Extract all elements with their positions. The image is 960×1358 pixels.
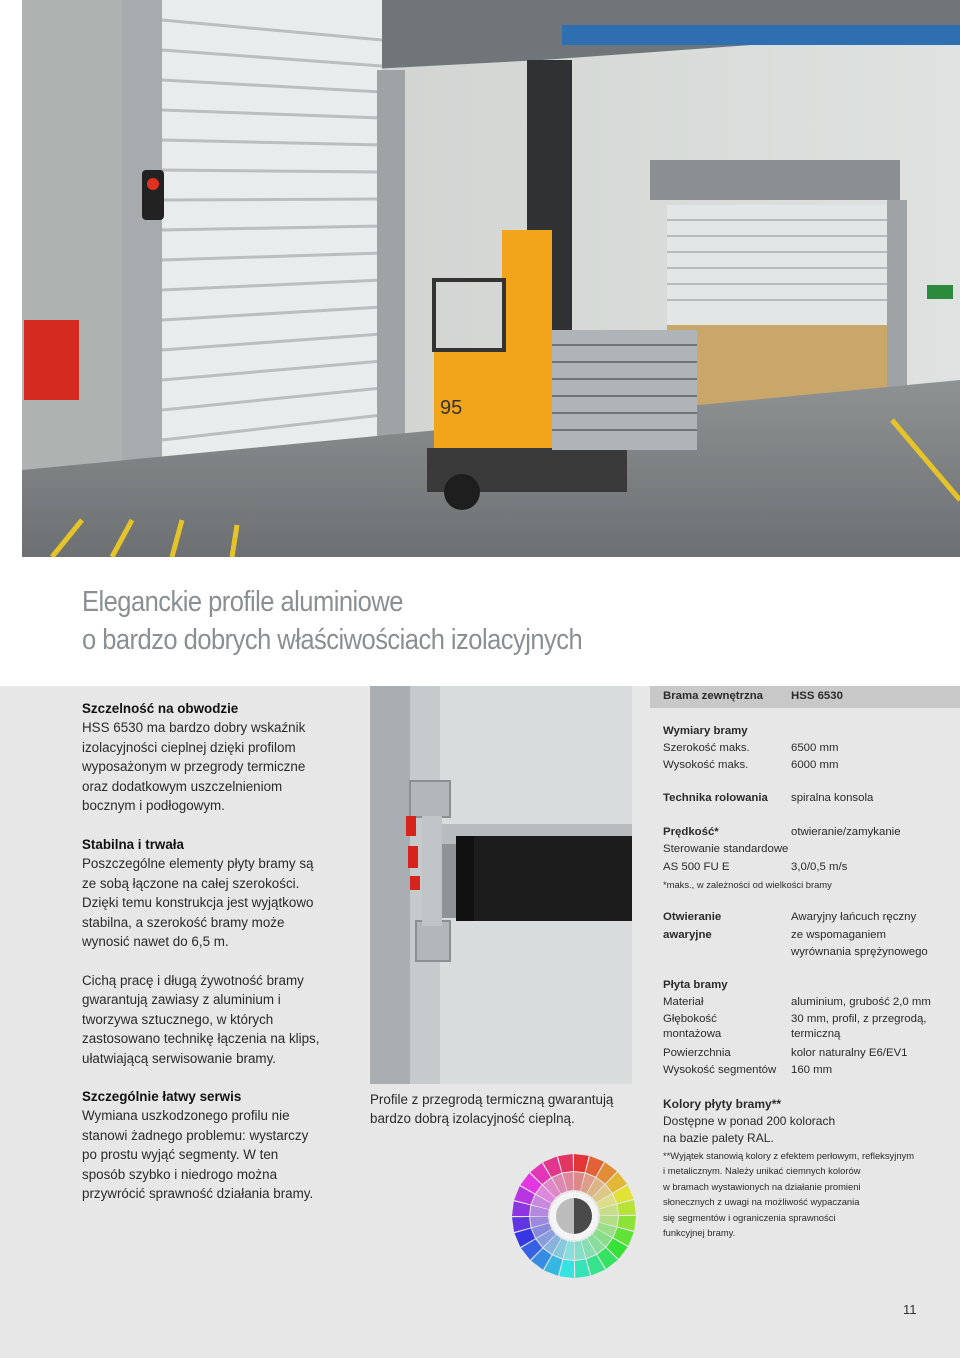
spec-emergency-label-2: awaryjne <box>663 929 712 941</box>
section-line: Dzięki temu konstrukcja jest wyjątkowo <box>82 895 314 911</box>
spec-tech-value: spiralna konsola <box>791 792 874 804</box>
spec-header-model: HSS 6530 <box>791 690 843 702</box>
section-title: Szczególnie łatwy serwis <box>82 1089 242 1104</box>
section-hinges <box>82 971 342 1068</box>
section-line: wynosić nawet do 6,5 m. <box>82 934 229 950</box>
section-line: gwarantują zawiasy z aluminium i <box>82 992 281 1008</box>
section-line: Wymiana uszkodzonego profilu nie <box>82 1108 290 1124</box>
spec-dims-title: Wymiary bramy <box>663 725 748 737</box>
headline-line-2: o bardzo dobrych właściwościach izolacyjnych <box>82 624 583 656</box>
section-seal <box>82 699 342 815</box>
spec-colors-note: w bramach wystawionych na działanie promieni <box>663 1181 861 1192</box>
section-line: stanowi żadnego problemu: wystarczy <box>82 1127 309 1143</box>
caption-line: Profile z przegrodą termiczną gwarantują <box>370 1092 614 1107</box>
spec-speed-value: otwieranie/zamykanie <box>791 826 901 838</box>
spec-surface-label: Powierzchnia <box>663 1047 731 1059</box>
caption-line: bardzo dobrą izolacyjność cieplną. <box>370 1111 575 1126</box>
spec-colors-note: się segmentów i ograniczenia sprawności <box>663 1212 836 1223</box>
spec-colors-line-2: na bazie palety RAL. <box>663 1131 774 1145</box>
page-number: 11 <box>903 1302 917 1317</box>
section-title: Szczelność na obwodzie <box>82 701 239 716</box>
section-line: stabilna, a szerokość bramy może <box>82 914 285 930</box>
spec-colors-note: i metalicznym. Należy unikać ciemnych kolorów <box>663 1165 861 1176</box>
headline-line-1: Eleganckie profile aluminiowe <box>82 586 403 618</box>
spec-surface-value: kolor naturalny E6/EV1 <box>791 1047 908 1059</box>
spec-depth-label-2: montażowa <box>663 1028 722 1040</box>
spec-emergency-label-1: Otwieranie <box>663 911 722 923</box>
section-service <box>82 1087 342 1203</box>
spec-width-value: 6500 mm <box>791 742 839 754</box>
spec-material-value: aluminium, grubość 2,0 mm <box>791 996 931 1008</box>
spec-colors-title: Kolory płyty bramy** <box>663 1097 782 1111</box>
section-line: ułatwiającą serwisowanie bramy. <box>82 1050 276 1066</box>
section-line: ze sobą łączone na całej szerokości. <box>82 875 300 891</box>
section-line: izolacyjności cieplnej dzięki profilom <box>82 739 296 755</box>
spec-table <box>650 686 960 1246</box>
spec-height-label: Wysokość maks. <box>663 759 749 771</box>
spec-emergency-value-2: ze wspomaganiem <box>791 929 886 941</box>
spec-colors-line-1: Dostępne w ponad 200 kolorach <box>663 1114 836 1128</box>
spec-tech-label: Technika rolowania <box>663 792 768 804</box>
section-line: przywrócić sprawność działania bramy. <box>82 1186 314 1202</box>
hero-photo <box>22 0 960 557</box>
spec-speed-label: Prędkość* <box>663 826 719 838</box>
spec-control-value: 3,0/0,5 m/s <box>791 861 848 873</box>
section-line: Cichą pracę i długą żywotność bramy <box>82 973 304 988</box>
spec-emergency-value-3: wyrównania sprężynowego <box>791 946 928 958</box>
ral-color-wheel-image <box>510 1152 638 1280</box>
section-line: HSS 6530 ma bardzo dobry wskaźnik <box>82 720 306 736</box>
spec-control-label: Sterowanie standardowe <box>663 843 789 855</box>
section-line: bocznym i podłogowym. <box>82 798 225 814</box>
section-stable <box>82 835 342 951</box>
profile-caption <box>370 1090 620 1128</box>
profile-cross-section-image <box>370 686 632 1084</box>
spec-width-label: Szerokość maks. <box>663 742 750 754</box>
spec-colors-note: słonecznych z uwagi na możliwość wypaczania <box>663 1196 860 1207</box>
section-line: wyposażonym w przegrody termiczne <box>82 759 306 775</box>
spec-segment-label: Wysokość segmentów <box>663 1064 777 1076</box>
spec-depth-label-1: Głębokość <box>663 1013 717 1025</box>
section-line: oraz dodatkowym uszczelnieniom <box>82 778 283 794</box>
section-line: zastosowano technikę łączenia na klips, <box>82 1031 320 1047</box>
section-title: Stabilna i trwała <box>82 837 184 852</box>
spec-depth-value-2: termiczną <box>791 1028 841 1040</box>
section-line: Poszczególne elementy płyty bramy są <box>82 856 314 872</box>
spec-depth-value-1: 30 mm, profil, z przegrodą, <box>791 1013 927 1025</box>
spec-panel-title: Płyta bramy <box>663 979 728 991</box>
section-line: sposób szybko i niedrogo można <box>82 1166 278 1182</box>
spec-control-model: AS 500 FU E <box>663 861 730 873</box>
section-line: tworzywa sztucznego, w których <box>82 1011 274 1027</box>
spec-header-label: Brama zewnętrzna <box>663 690 764 702</box>
section-line: po prostu wyjąć segmenty. W ten <box>82 1147 279 1163</box>
spec-colors-note: funkcyjnej bramy. <box>663 1227 736 1238</box>
forklift-number: 95 <box>440 397 463 419</box>
spec-segment-value: 160 mm <box>791 1064 833 1076</box>
spec-colors-note: **Wyjątek stanowią kolory z efektem perłowym, refleksyjnym <box>663 1150 915 1161</box>
spec-height-value: 6000 mm <box>791 759 839 771</box>
spec-material-label: Materiał <box>663 996 704 1008</box>
spec-speed-note: *maks., w zależności od wielkości bramy <box>663 879 832 890</box>
spec-emergency-value-1: Awaryjny łańcuch ręczny <box>791 911 917 923</box>
